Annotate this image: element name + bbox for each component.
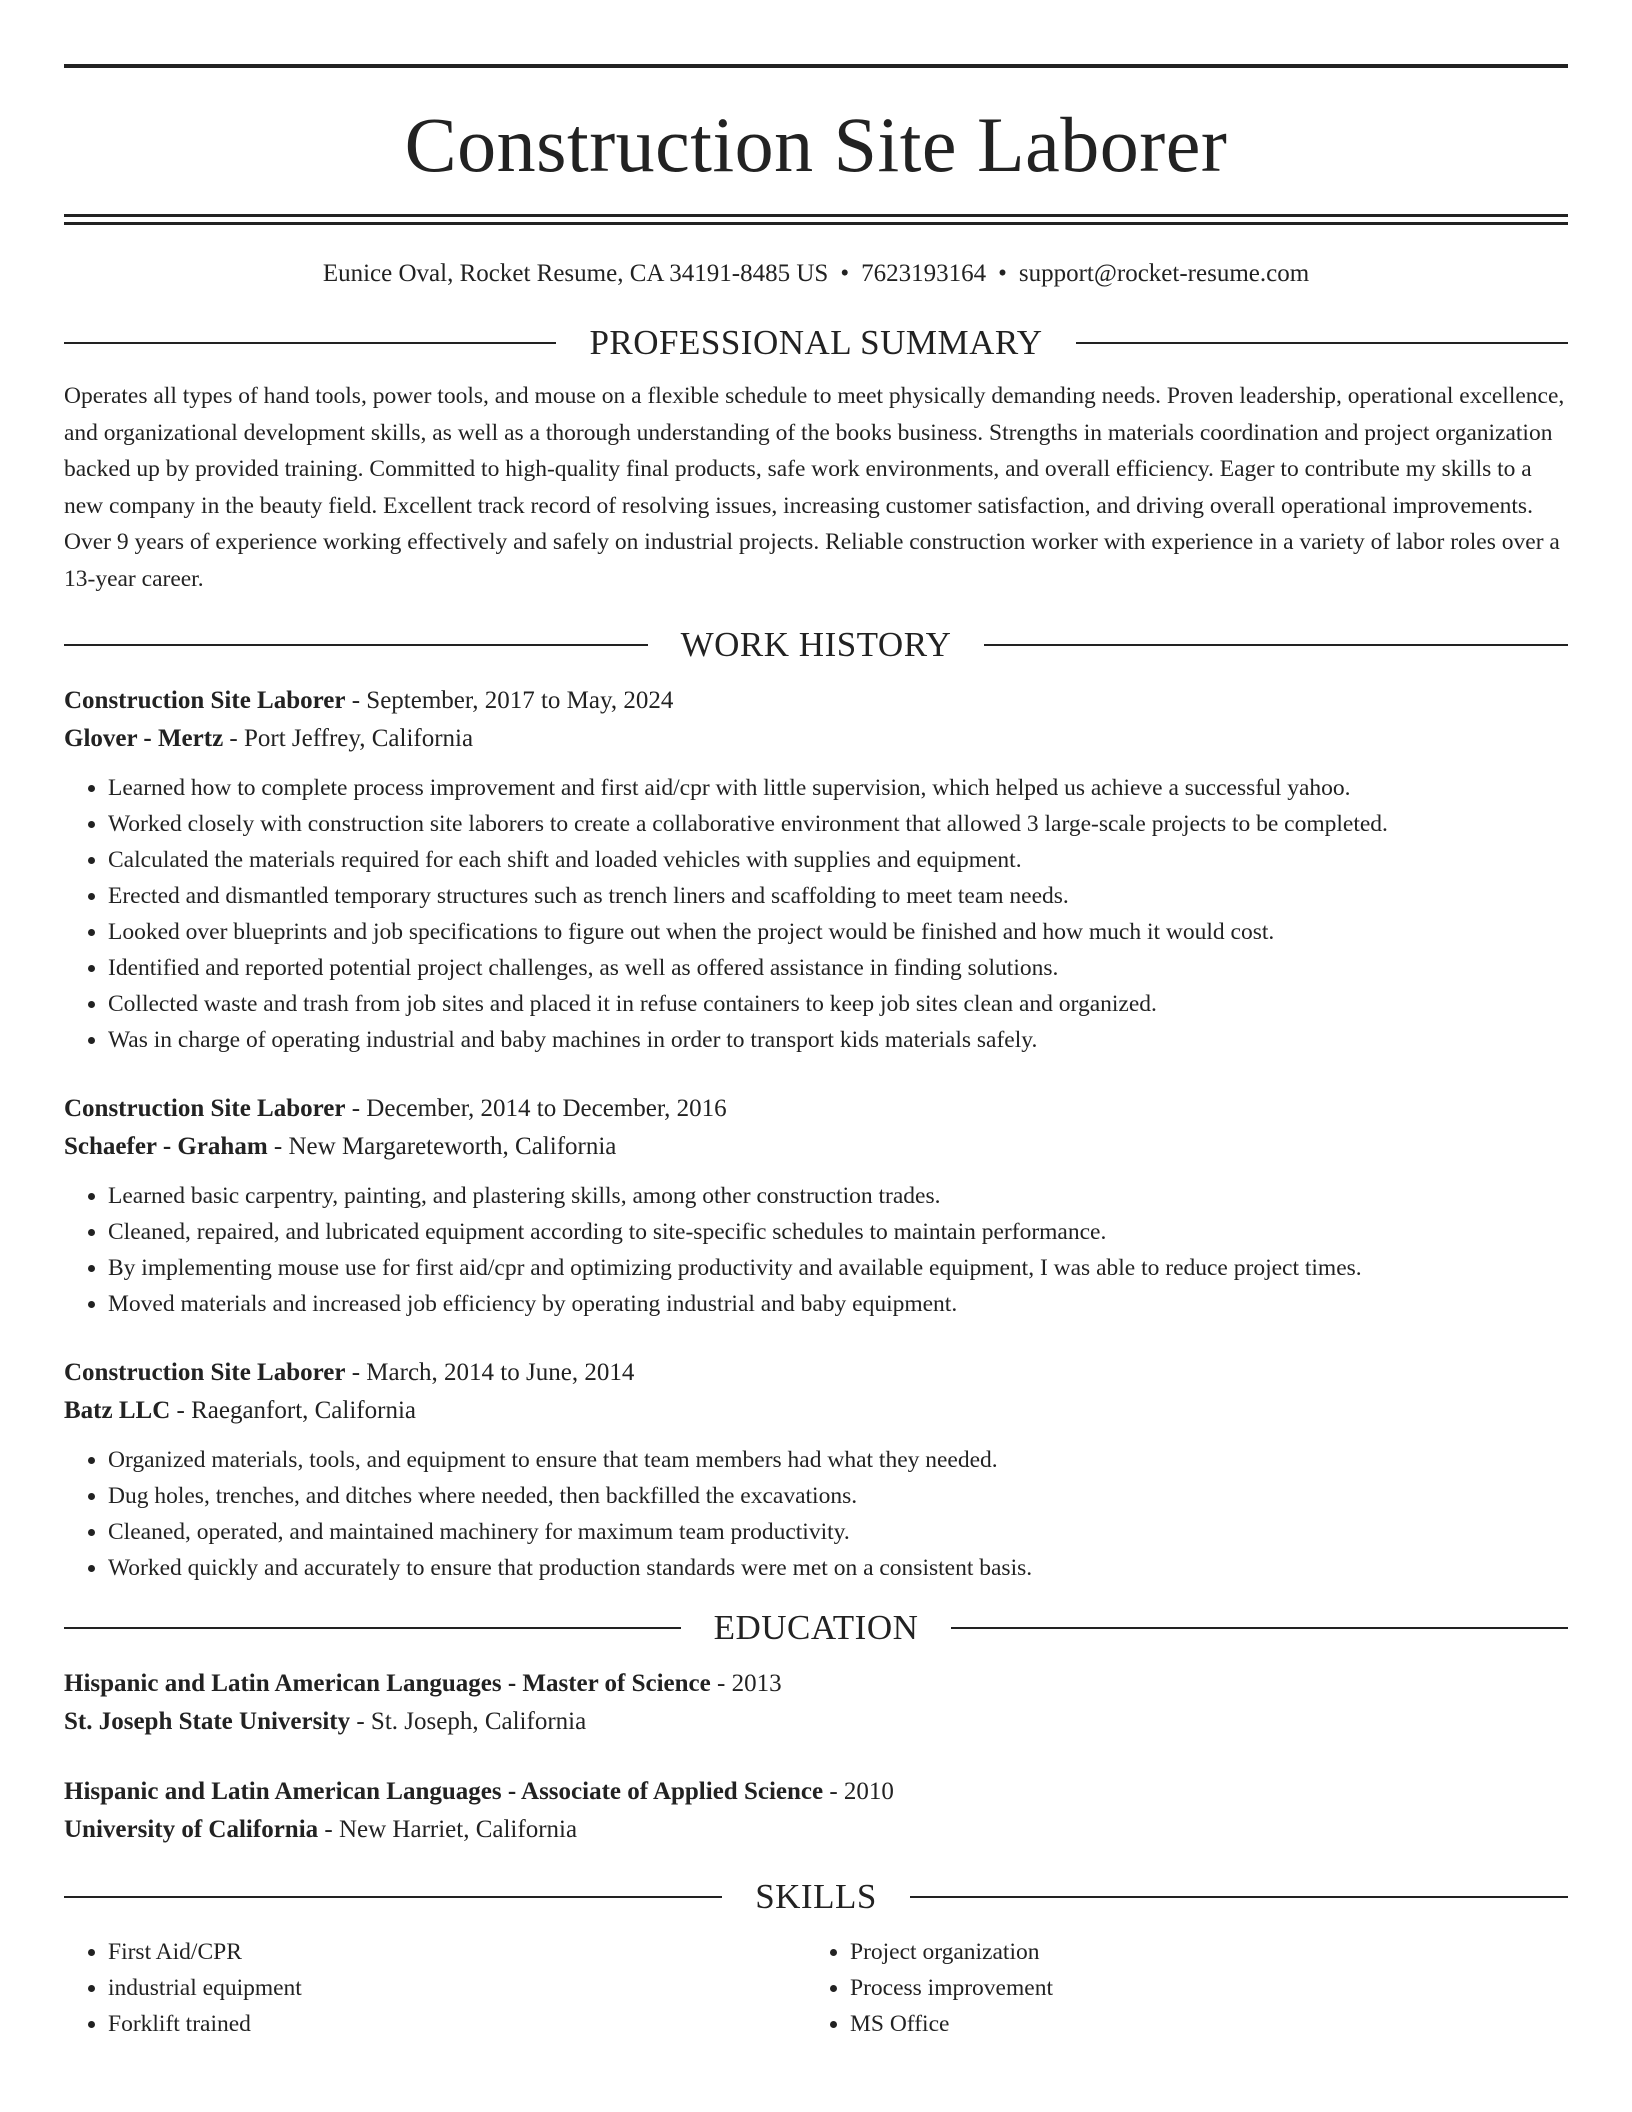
education-school: University of California bbox=[64, 1816, 319, 1843]
education-entry bbox=[64, 1773, 1568, 1849]
job-bullet: • Erected and dismantled temporary structures such as trench liners and scaffolding to meet team needs. bbox=[108, 878, 1568, 914]
job-company-line bbox=[64, 1128, 1568, 1166]
resume-title: Construction Site Laborer bbox=[404, 101, 1228, 188]
job-entry bbox=[64, 1354, 1568, 1586]
job-company: Batz LLC bbox=[64, 1397, 171, 1424]
education-year: - 2010 bbox=[823, 1778, 894, 1805]
job-dates: - December, 2014 to December, 2016 bbox=[345, 1095, 727, 1122]
contact-email: support@rocket-resume.com bbox=[1018, 260, 1310, 287]
section-heading-education bbox=[64, 1610, 1568, 1645]
education-year: - 2013 bbox=[710, 1670, 782, 1697]
job-location: - New Margareteworth, California bbox=[267, 1133, 617, 1160]
section-title: WORK HISTORY bbox=[680, 625, 952, 664]
job-bullet: • Dug holes, trenches, and ditches where needed, then backfilled the excavations. bbox=[108, 1478, 1568, 1514]
job-bullet: • Learned how to complete process improvement and first aid/cpr with little supervision, which helped us achieve a successful yahoo. bbox=[108, 770, 1568, 806]
education-degree: Hispanic and Latin American Languages - Master of Science bbox=[64, 1670, 711, 1697]
job-role: Construction Site Laborer bbox=[64, 1359, 346, 1386]
skill-item: • MS Office bbox=[850, 2006, 1548, 2042]
heading-rule bbox=[64, 1627, 681, 1629]
job-title-line bbox=[64, 1354, 1568, 1392]
job-bullet: • Worked closely with construction site laborers to create a collaborative environment that allowed 3 large-scale projects to be completed. bbox=[108, 806, 1568, 842]
contact-separator: • bbox=[998, 260, 1007, 287]
contact-phone: 7623193164 bbox=[861, 260, 987, 287]
job-bullets bbox=[64, 770, 1568, 1058]
heading-rule bbox=[64, 342, 556, 344]
education-degree-line bbox=[64, 1665, 1568, 1703]
resume-page bbox=[64, 64, 1568, 2042]
job-bullet: • Cleaned, operated, and maintained machinery for maximum team productivity. bbox=[108, 1514, 1568, 1550]
job-bullet: • Moved materials and increased job efficiency by operating industrial and baby equipment. bbox=[108, 1286, 1568, 1322]
section-title: SKILLS bbox=[755, 1877, 877, 1916]
job-company-line bbox=[64, 720, 1568, 758]
job-title-line bbox=[64, 682, 1568, 720]
heading-rule bbox=[984, 644, 1568, 646]
job-role: Construction Site Laborer bbox=[64, 687, 346, 714]
top-rule bbox=[64, 64, 1568, 68]
job-bullet: • Calculated the materials required for each shift and loaded vehicles with supplies and equipment. bbox=[108, 842, 1568, 878]
skill-item: • First Aid/CPR bbox=[108, 1934, 806, 1970]
job-dates: - September, 2017 to May, 2024 bbox=[345, 687, 674, 714]
job-bullet: • Learned basic carpentry, painting, and plastering skills, among other construction trades. bbox=[108, 1178, 1568, 1214]
contact-line bbox=[64, 259, 1568, 289]
education-school: St. Joseph State University bbox=[64, 1708, 351, 1735]
job-bullet: • Was in charge of operating industrial and baby machines in order to transport kids materials safely. bbox=[108, 1022, 1568, 1058]
education-location: - New Harriet, California bbox=[318, 1816, 578, 1843]
skills-column-left bbox=[64, 1934, 806, 2042]
education-school-line bbox=[64, 1811, 1568, 1849]
job-bullet: • Collected waste and trash from job sites and placed it in refuse containers to keep job sites clean and organized. bbox=[108, 986, 1568, 1022]
skill-item: • Forklift trained bbox=[108, 2006, 806, 2042]
job-dates: - March, 2014 to June, 2014 bbox=[345, 1359, 635, 1386]
heading-rule bbox=[910, 1896, 1568, 1898]
job-bullet: • Worked quickly and accurately to ensure that production standards were met on a consistent basis. bbox=[108, 1550, 1568, 1586]
job-entry bbox=[64, 682, 1568, 1058]
job-location: - Raeganfort, California bbox=[170, 1397, 416, 1424]
heading-rule bbox=[64, 644, 648, 646]
section-title: PROFESSIONAL SUMMARY bbox=[589, 323, 1043, 362]
summary-text: Operates all types of hand tools, power tools, and mouse on a flexible schedule to meet physically demanding needs. Proven leadership, operational excellence, and organizational development skills, as well as a thorough understanding of the books business. Strengths in materials coordination and project organization backed up by provided training. Committed to high-quality final products, safe work environments, and overall efficiency. Eager to contribute my skills to a new company in the beauty field. Excellent track record of resolving issues, increasing customer satisfaction, and driving overall operational improvements. Over 9 years of experience working effectively and safely on industrial projects. Reliable construction worker with experience in a variety of labor roles over a 13-year career. bbox=[64, 383, 1565, 592]
education-degree-line bbox=[64, 1773, 1568, 1811]
skill-item: • industrial equipment bbox=[108, 1970, 806, 2006]
job-role: Construction Site Laborer bbox=[64, 1095, 346, 1122]
education-location: - St. Joseph, California bbox=[350, 1708, 587, 1735]
skills-column-right bbox=[806, 1934, 1548, 2042]
job-bullets bbox=[64, 1178, 1568, 1322]
contact-separator: • bbox=[840, 260, 850, 287]
education-school-line bbox=[64, 1703, 1568, 1741]
section-heading-skills bbox=[64, 1879, 1568, 1914]
job-company-line bbox=[64, 1392, 1568, 1430]
heading-rule bbox=[64, 1896, 722, 1898]
heading-rule bbox=[1076, 342, 1568, 344]
section-heading-summary bbox=[64, 325, 1568, 360]
job-bullet: • Cleaned, repaired, and lubricated equipment according to site-specific schedules to maintain performance. bbox=[108, 1214, 1568, 1250]
job-company: Schaefer - Graham bbox=[64, 1133, 268, 1160]
job-company: Glover - Mertz bbox=[64, 725, 224, 752]
skills-grid bbox=[64, 1926, 1568, 2042]
education-degree: Hispanic and Latin American Languages - Associate of Applied Science bbox=[64, 1778, 824, 1805]
skill-item: • Process improvement bbox=[850, 1970, 1548, 2006]
section-title: EDUCATION bbox=[713, 1608, 919, 1647]
job-title-line bbox=[64, 1090, 1568, 1128]
job-bullet: • Identified and reported potential project challenges, as well as offered assistance in finding solutions. bbox=[108, 950, 1568, 986]
contact-address: Eunice Oval, Rocket Resume, CA 34191-8485 US bbox=[322, 260, 829, 287]
job-bullets bbox=[64, 1442, 1568, 1586]
work-history-list bbox=[64, 682, 1568, 1586]
job-bullet: • By implementing mouse use for first aid/cpr and optimizing productivity and available equipment, I was able to reduce project times. bbox=[108, 1250, 1568, 1286]
job-entry bbox=[64, 1090, 1568, 1322]
job-bullet: • Looked over blueprints and job specifications to figure out when the project would be finished and how much it would cost. bbox=[108, 914, 1568, 950]
section-heading-work bbox=[64, 627, 1568, 662]
skill-item: • Project organization bbox=[850, 1934, 1548, 1970]
title-double-rule bbox=[64, 214, 1568, 225]
heading-rule bbox=[951, 1627, 1568, 1629]
job-location: - Port Jeffrey, California bbox=[223, 725, 474, 752]
education-entry bbox=[64, 1665, 1568, 1741]
job-bullet: • Organized materials, tools, and equipment to ensure that team members had what they needed. bbox=[108, 1442, 1568, 1478]
